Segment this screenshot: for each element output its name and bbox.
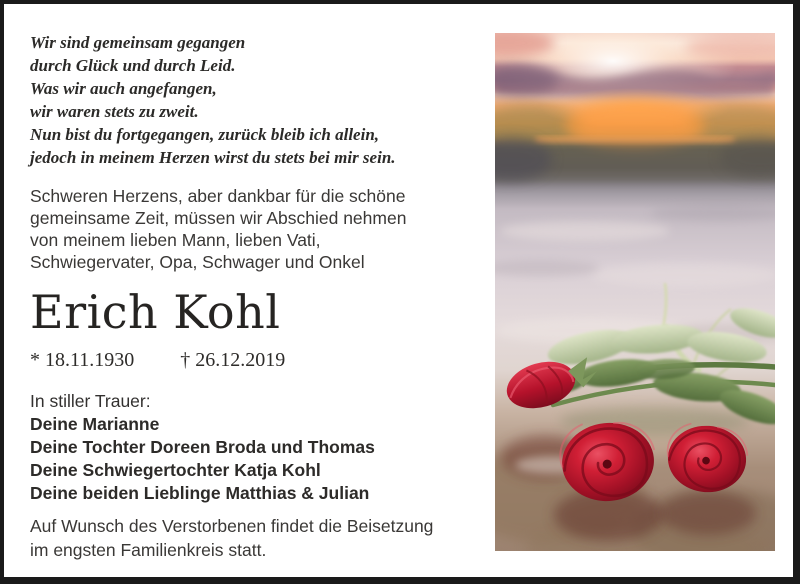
mourner-line: Deine Marianne xyxy=(30,414,160,434)
intro-line: gemeinsame Zeit, müssen wir Abschied nehmen xyxy=(30,208,407,228)
farewell-paragraph xyxy=(30,185,485,273)
poem-line: jedoch in meinem Herzen wirst du stets bei mir sein. xyxy=(30,148,396,167)
mourner-line: Deine Schwiegertochter Katja Kohl xyxy=(30,460,321,480)
poem-line: Was wir auch angefangen, xyxy=(30,79,217,98)
memorial-poem xyxy=(30,31,485,169)
poem-line: Nun bist du fortgegangen, zurück bleib ich allein, xyxy=(30,125,380,144)
mourners-block xyxy=(30,390,485,505)
death-date: † 26.12.2019 xyxy=(180,349,286,371)
rose-reflection xyxy=(660,491,756,535)
closing-line: Auf Wunsch des Verstorbenen findet die Beisetzung xyxy=(30,516,434,536)
mourner-line: Deine beiden Lieblinge Matthias & Julian xyxy=(30,483,370,503)
memorial-photo xyxy=(495,33,775,551)
mourner-line: Deine Tochter Doreen Broda und Thomas xyxy=(30,437,375,457)
closing-line: im engsten Familienkreis statt. xyxy=(30,540,267,560)
poem-line: wir waren stets zu zweit. xyxy=(30,102,199,121)
deceased-name: Erich Kohl xyxy=(30,285,281,339)
roses-on-water-art xyxy=(495,33,775,551)
birth-date: * 18.11.1930 xyxy=(30,349,135,371)
memorial-text-column xyxy=(30,31,485,562)
intro-line: Schweren Herzens, aber dankbar für die schöne xyxy=(30,186,406,206)
life-dates xyxy=(30,347,485,373)
intro-line: Schwiegervater, Opa, Schwager und Onkel xyxy=(30,252,365,272)
burial-note xyxy=(30,514,485,562)
poem-line: durch Glück und durch Leid. xyxy=(30,56,236,75)
poem-line: Wir sind gemeinsam gegangen xyxy=(30,33,246,52)
mourning-label: In stiller Trauer: xyxy=(30,391,151,411)
intro-line: von meinem lieben Mann, lieben Vati, xyxy=(30,230,321,250)
